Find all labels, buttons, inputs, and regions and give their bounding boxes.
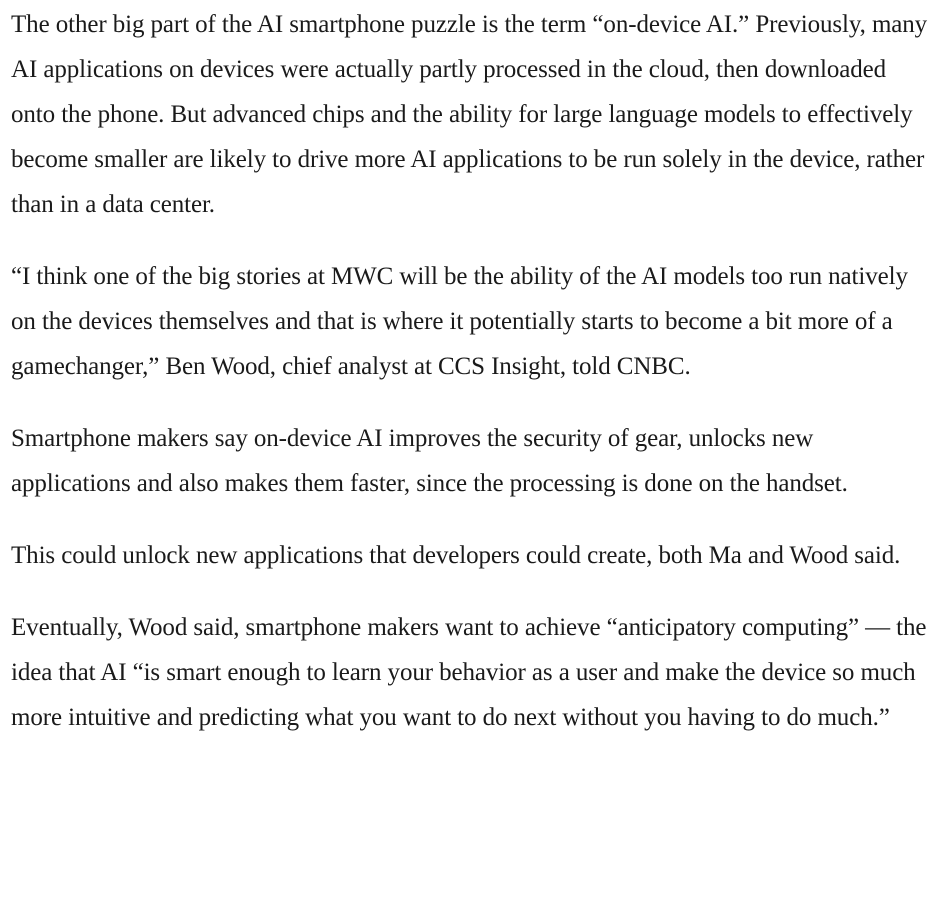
article-paragraph: The other big part of the AI smartphone puzzle is the term “on-device AI.” Previously, many AI applications on devices were actually partly processed in the cloud, then downloaded onto the phone. But advanced chips and the ability for large language models to effectively become smaller are likely to drive more AI applications to be run solely in the device, rather than in a data center. (11, 11, 928, 218)
article-paragraph: Smartphone makers say on-device AI improves the security of gear, unlocks new applications and also makes them faster, since the processing is done on the handset. (11, 425, 848, 497)
article-paragraph: This could unlock new applications that developers could create, both Ma and Wood said. (11, 542, 901, 569)
article-paragraph: “I think one of the big stories at MWC will be the ability of the AI models too run natively on the devices themselves and that is where it potentially starts to become a bit more of a gamechanger,” Ben Wood, chief analyst at CCS Insight, told CNBC. (11, 263, 908, 380)
article-paragraph: Eventually, Wood said, smartphone makers want to achieve “anticipatory computing” — the idea that AI “is smart enough to learn your behavior as a user and make the device so much more intuitive and predicting what you want to do next without you having to do much.” (11, 614, 927, 731)
